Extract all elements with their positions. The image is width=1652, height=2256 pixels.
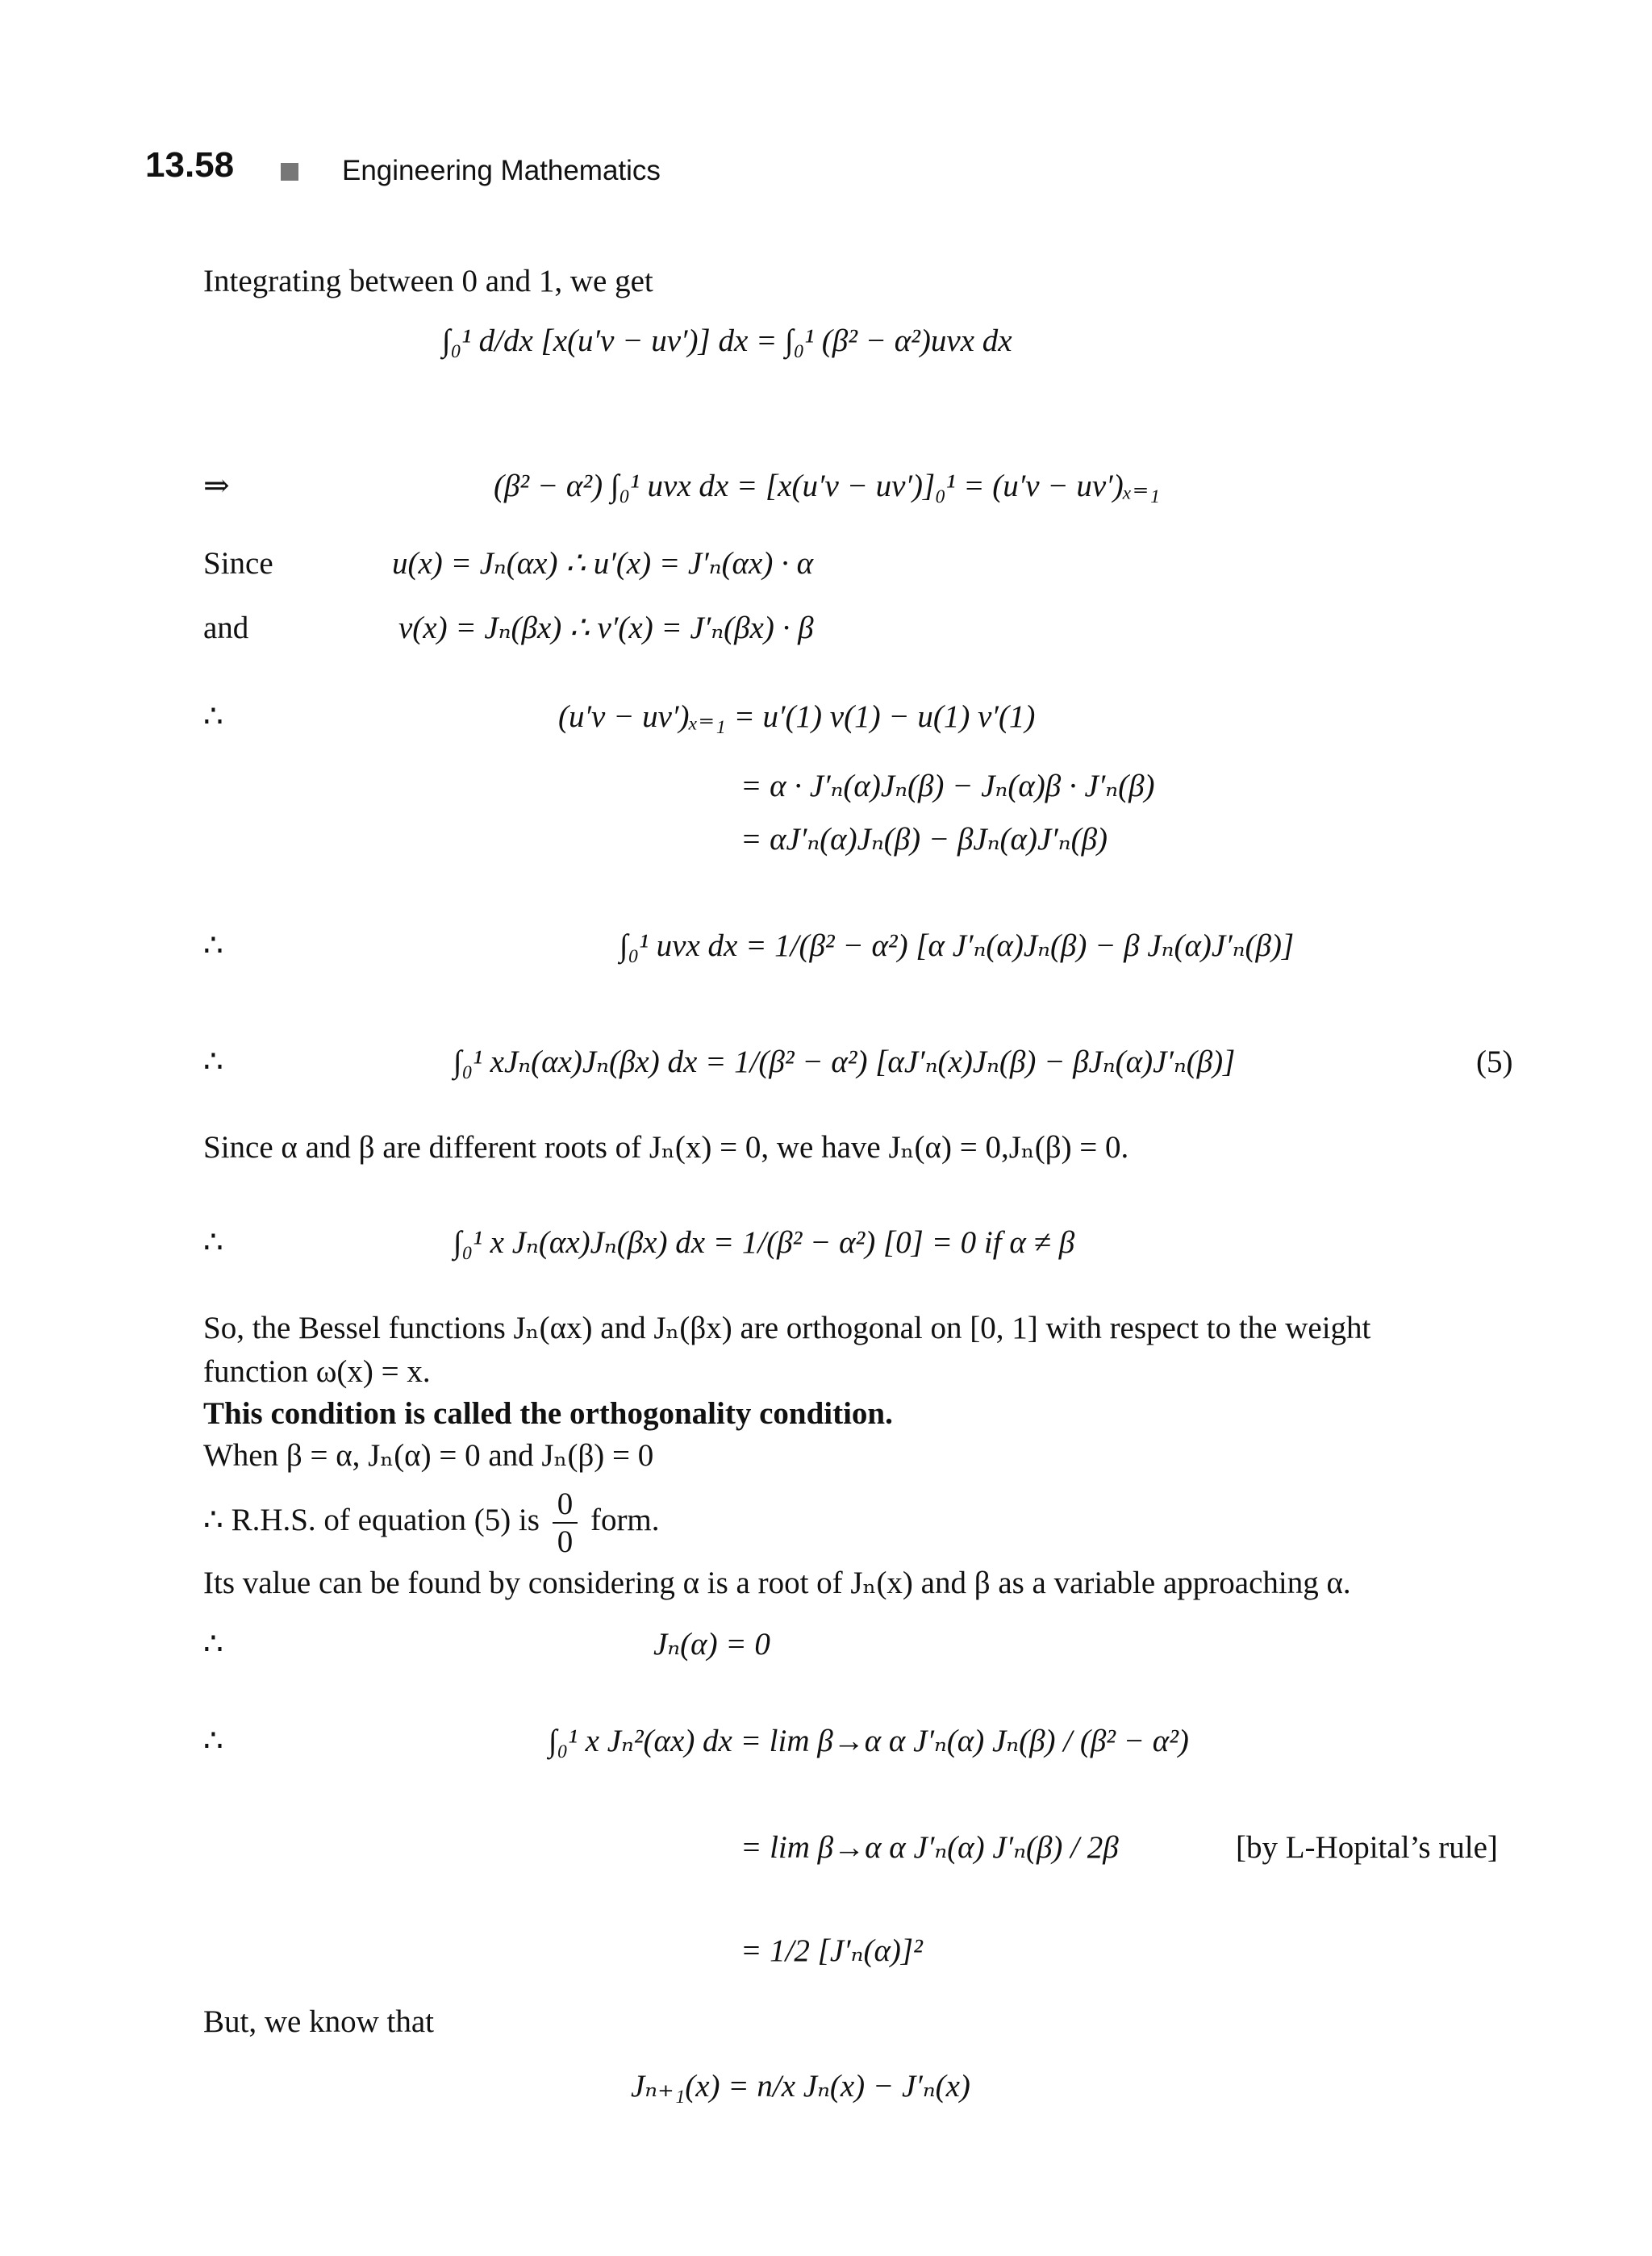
equation-8: ∫₀¹ x Jₙ²(αx) dx = lim β→α α J′ₙ(α) Jₙ(β) / (β² − α²) (549, 1724, 1189, 1758)
equation-3c: = αJ′ₙ(α)Jₙ(β) − βJₙ(α)J′ₙ(β) (740, 822, 1108, 857)
text-when-beta-alpha: When β = α, Jₙ(α) = 0 and Jₙ(β) = 0 (203, 1438, 654, 1473)
therefore-marker-1: ∴ (203, 699, 223, 734)
equation-6: ∫₀¹ x Jₙ(αx)Jₙ(βx) dx = 1/(β² − α²) [0] = 0 if α ≠ β (453, 1225, 1075, 1260)
therefore-marker-2: ∴ (203, 928, 223, 963)
equation-4: ∫₀¹ uvx dx = 1/(β² − α²) [α J′ₙ(α)Jₙ(β) − β Jₙ(α)J′ₙ(β)] (620, 928, 1295, 963)
therefore-marker-4: ∴ (203, 1225, 223, 1260)
equation-1: ∫₀¹ d/dx [x(u′v − uv′)] dx = ∫₀¹ (β² − α²)uvx dx (442, 323, 1012, 358)
rhs-prefix: ∴ R.H.S. of equation (5) is (203, 1502, 540, 1537)
book-title: Engineering Mathematics (342, 155, 661, 186)
label-and: and (203, 611, 249, 645)
lhopital-note: [by L-Hopital’s rule] (1236, 1830, 1498, 1865)
text-weight-function: function ω(x) = x. (203, 1354, 431, 1389)
equation-7: Jₙ(α) = 0 (653, 1627, 770, 1662)
text-but-we-know: But, we know that (203, 2004, 434, 2039)
therefore-marker-3: ∴ (203, 1045, 223, 1079)
equation-and: v(x) = Jₙ(βx) ∴ v′(x) = J′ₙ(βx) · β (398, 611, 814, 645)
text-since-roots: Since α and β are different roots of Jₙ(x) = 0, we have Jₙ(α) = 0,Jₙ(β) = 0. (203, 1130, 1129, 1165)
header-square-icon (281, 163, 298, 181)
text-rhs-form (203, 1486, 660, 1560)
therefore-marker-5: ∴ (203, 1627, 223, 1662)
equation-5-number: (5) (1476, 1045, 1513, 1079)
equation-9: = lim β→α α J′ₙ(α) J′ₙ(β) / 2β (740, 1830, 1119, 1865)
implies-marker: ⇒ (203, 469, 230, 503)
equation-5: ∫₀¹ xJₙ(αx)Jₙ(βx) dx = 1/(β² − α²) [αJ′ₙ(x)Jₙ(β) − βJₙ(α)J′ₙ(β)] (453, 1045, 1236, 1079)
equation-since: u(x) = Jₙ(αx) ∴ u′(x) = J′ₙ(αx) · α (392, 546, 814, 581)
equation-11: Jₙ₊₁(x) = n/x Jₙ(x) − J′ₙ(x) (631, 2069, 970, 2104)
zero-over-zero (553, 1486, 578, 1560)
therefore-marker-6: ∴ (203, 1724, 223, 1758)
page-number: 13.58 (145, 145, 235, 185)
text-value-found: Its value can be found by considering α is a root of Jₙ(x) and β as a variable approaching α. (203, 1566, 1351, 1600)
fraction-denominator: 0 (557, 1524, 574, 1559)
equation-10: = 1/2 [J′ₙ(α)]² (740, 1933, 923, 1968)
text-bessel-orthogonal: So, the Bessel functions Jₙ(αx) and Jₙ(βx) are orthogonal on [0, 1] with respect to the weight (203, 1311, 1371, 1345)
equation-3a: (u′v − uv′)ₓ₌₁ = u′(1) v(1) − u(1) v′(1) (558, 699, 1036, 734)
equation-2: (β² − α²) ∫₀¹ uvx dx = [x(u′v − uv′)]₀¹ = (u′v − uv′)ₓ₌₁ (494, 469, 1160, 503)
fraction-numerator: 0 (553, 1486, 578, 1524)
label-since: Since (203, 546, 273, 581)
equation-3b: = α · J′ₙ(α)Jₙ(β) − Jₙ(α)β · J′ₙ(β) (740, 769, 1155, 803)
rhs-suffix: form. (590, 1502, 660, 1537)
text-integrating: Integrating between 0 and 1, we get (203, 264, 653, 298)
text-orthogonality-condition: This condition is called the orthogonality condition. (203, 1396, 893, 1431)
